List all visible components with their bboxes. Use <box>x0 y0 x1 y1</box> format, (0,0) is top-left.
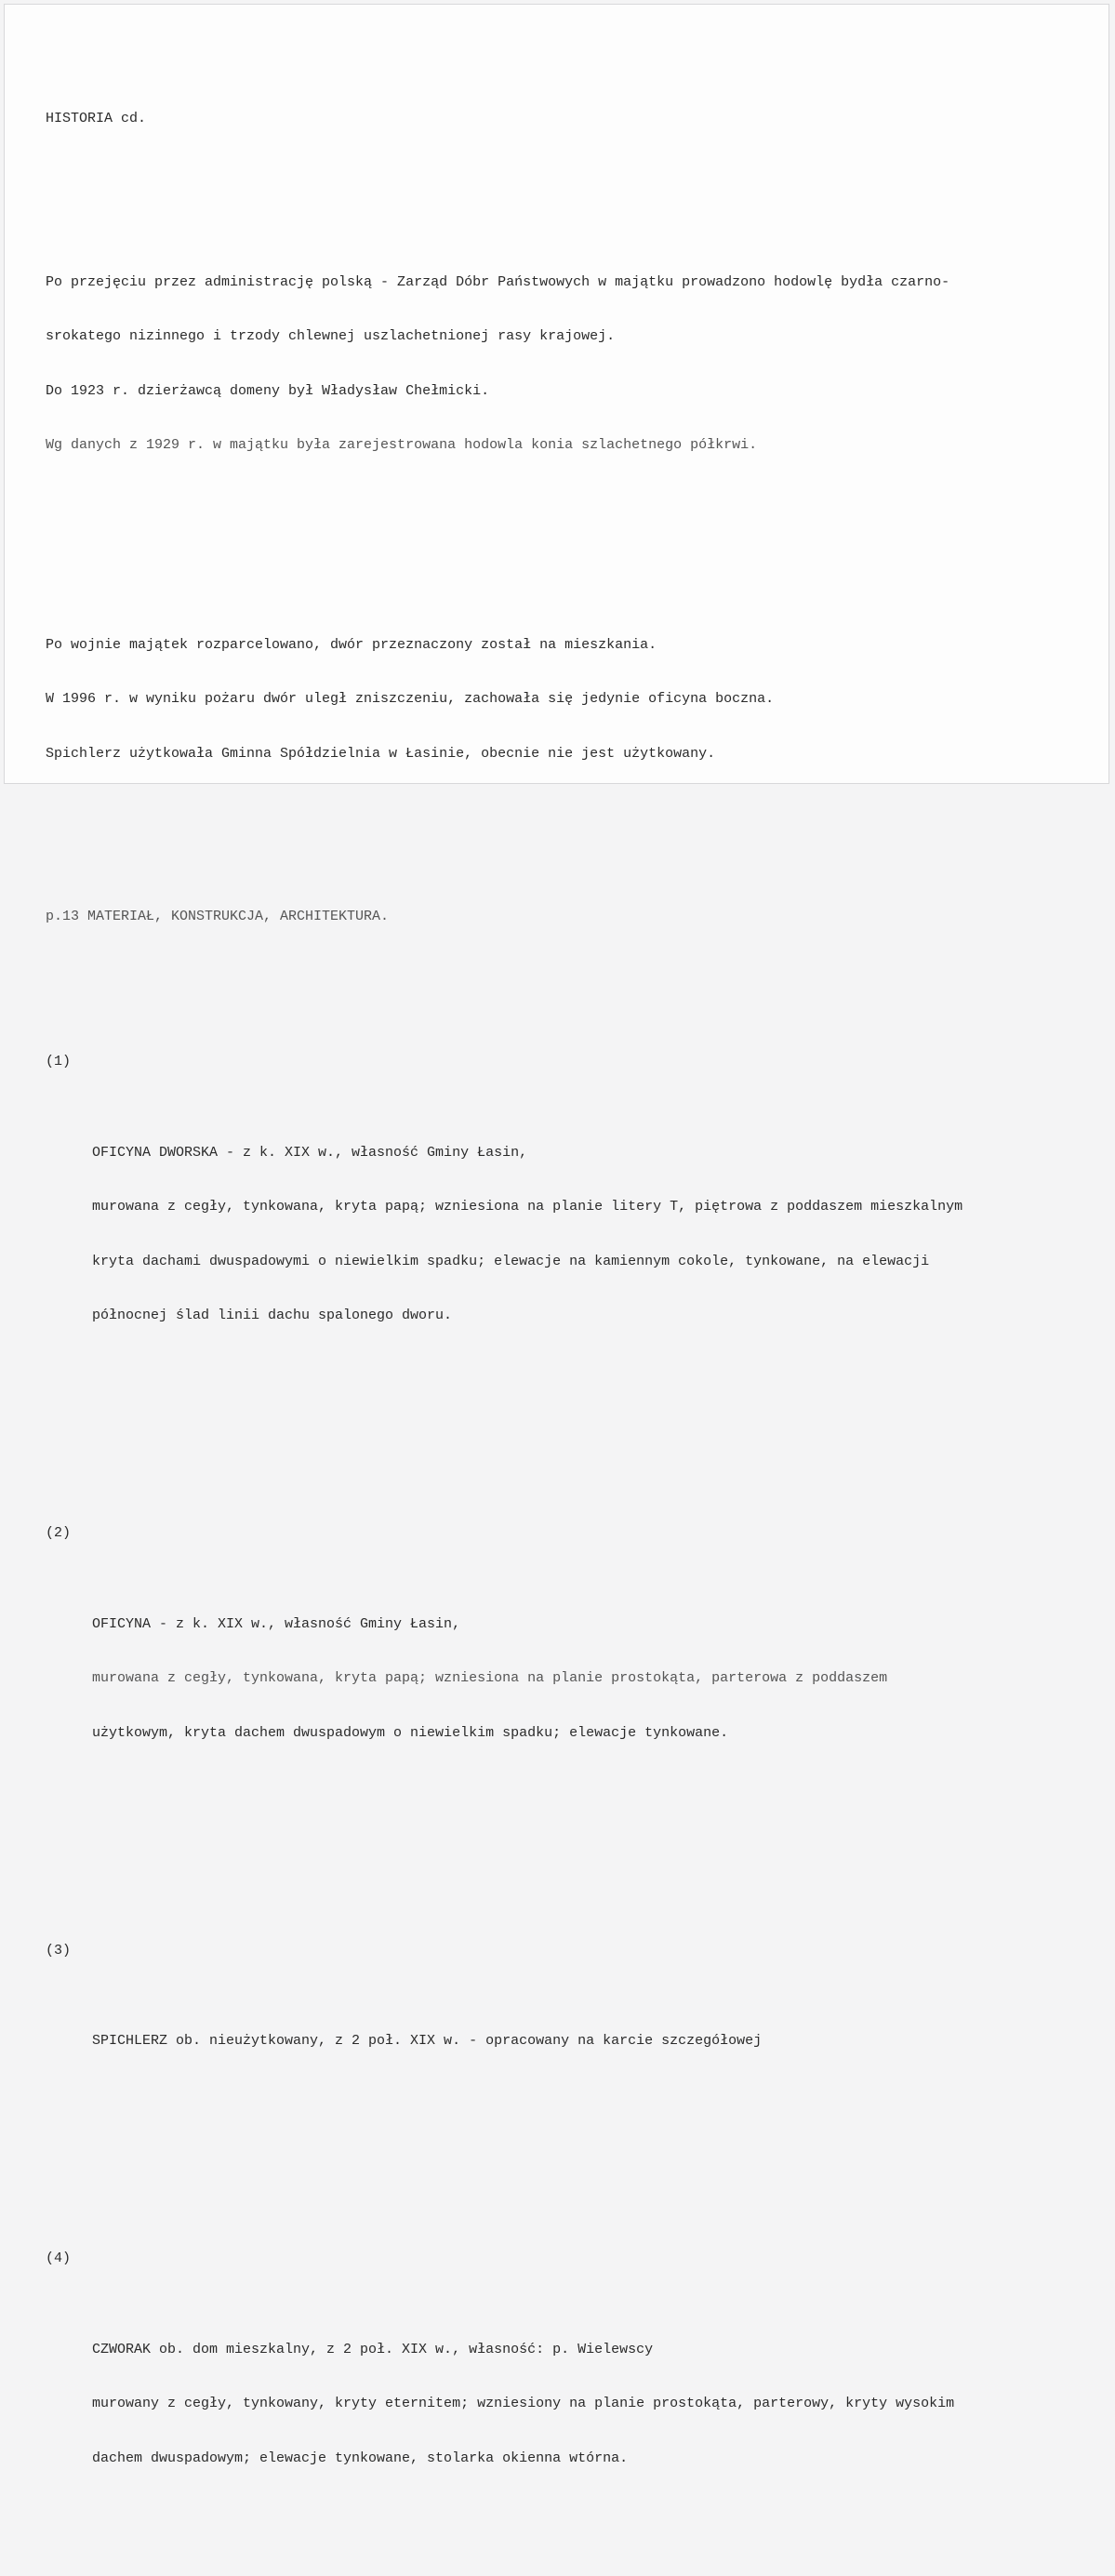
spacer <box>46 1851 1106 1869</box>
history-line: srokatego nizinnego i trzody chlewnej uszlachetnionej rasy krajowej. <box>46 328 616 344</box>
item-number: (4) <box>46 2251 72 2266</box>
spacer <box>46 1434 1106 1453</box>
item-description-line: kryta dachami dwuspadowymi o niewielkim spadku; elewacje na kamiennym cokole, tynkowane, na elewacji <box>92 1253 930 1269</box>
item-body <box>92 2304 1106 2504</box>
item-body <box>92 1108 1106 1361</box>
history-line: Spichlerz użytkowała Gminna Spółdzielnia w Łasinie, obecnie nie jest użytkowany. <box>46 745 716 762</box>
item-description-line: murowany z cegły, tynkowany, kryty eternitem; wzniesiony na planie prostokąta, parterowy, kryty wysokim <box>92 2396 955 2411</box>
spacer <box>46 165 1106 183</box>
item-description-line: murowana z cegły, tynkowana, kryta papą; wzniesiona na planie litery T, piętrowa z poddaszem mieszkalnym <box>92 1199 963 1215</box>
document-body <box>46 73 1106 2576</box>
item-body <box>92 1579 1106 1779</box>
list-item <box>46 1524 1106 1814</box>
item-number: (2) <box>46 1525 72 1541</box>
history-line: Po przejęciu przez administrację polską - Zarząd Dóbr Państwowych w majątku prowadzono hodowlę bydła czarno- <box>46 273 950 290</box>
spacer <box>46 2159 1106 2178</box>
list-item <box>46 1942 1106 2123</box>
item-title: OFICYNA DWORSKA - z k. XIX w., własność Gminy Łasin, <box>92 1144 528 1161</box>
document-heading: HISTORIA cd. <box>46 111 147 126</box>
item-title: OFICYNA - z k. XIX w., własność Gminy Łasin, <box>92 1615 461 1632</box>
item-number: (3) <box>46 1942 72 1959</box>
history-line: W 1996 r. w wyniku pożaru dwór uległ zniszczeniu, zachowała się jedynie oficyna boczna. <box>46 691 775 707</box>
item-description-line: murowana z cegły, tynkowana, kryta papą; wzniesiona na planie prostokąta, parterowa z poddaszem <box>92 1670 888 1686</box>
item-description-line: dachem dwuspadowym; elewacje tynkowane, stolarka okienna wtórna. <box>92 2450 629 2466</box>
spacer <box>46 527 1106 546</box>
item-title: CZWORAK ob. dom mieszkalny, z 2 poł. XIX w., własność: p. Wielewscy <box>92 2341 654 2357</box>
list-item <box>46 1053 1106 1398</box>
item-description-line: użytkowym, kryta dachem dwuspadowym o niewielkim spadku; elewacje tynkowane. <box>92 1724 729 1741</box>
history-paragraph-2 <box>46 600 1106 800</box>
history-line: Do 1923 r. dzierżawcą domeny był Władysław Chełmicki. <box>46 382 490 399</box>
section-heading: p.13 MATERIAŁ, KONSTRUKCJA, ARCHITEKTURA. <box>46 909 390 924</box>
item-number: (1) <box>46 1054 72 1069</box>
item-description-line: północnej ślad linii dachu spalonego dworu. <box>92 1308 453 1323</box>
list-item <box>46 2250 1106 2540</box>
history-line: Wg danych z 1929 r. w majątku była zarejestrowana hodowla konia szlachetnego półkrwi. <box>46 437 758 453</box>
history-line: Po wojnie majątek rozparcelowano, dwór przeznaczony został na mieszkania. <box>46 636 657 653</box>
spacer <box>46 835 1106 854</box>
item-body <box>92 1996 1106 2087</box>
item-title: SPICHLERZ ob. nieużytkowany, z 2 poł. XIX w. - opracowany na karcie szczegółowej <box>92 2033 763 2049</box>
history-paragraph-1 <box>46 237 1106 491</box>
spacer <box>46 963 1106 981</box>
document-card <box>4 4 1109 2466</box>
